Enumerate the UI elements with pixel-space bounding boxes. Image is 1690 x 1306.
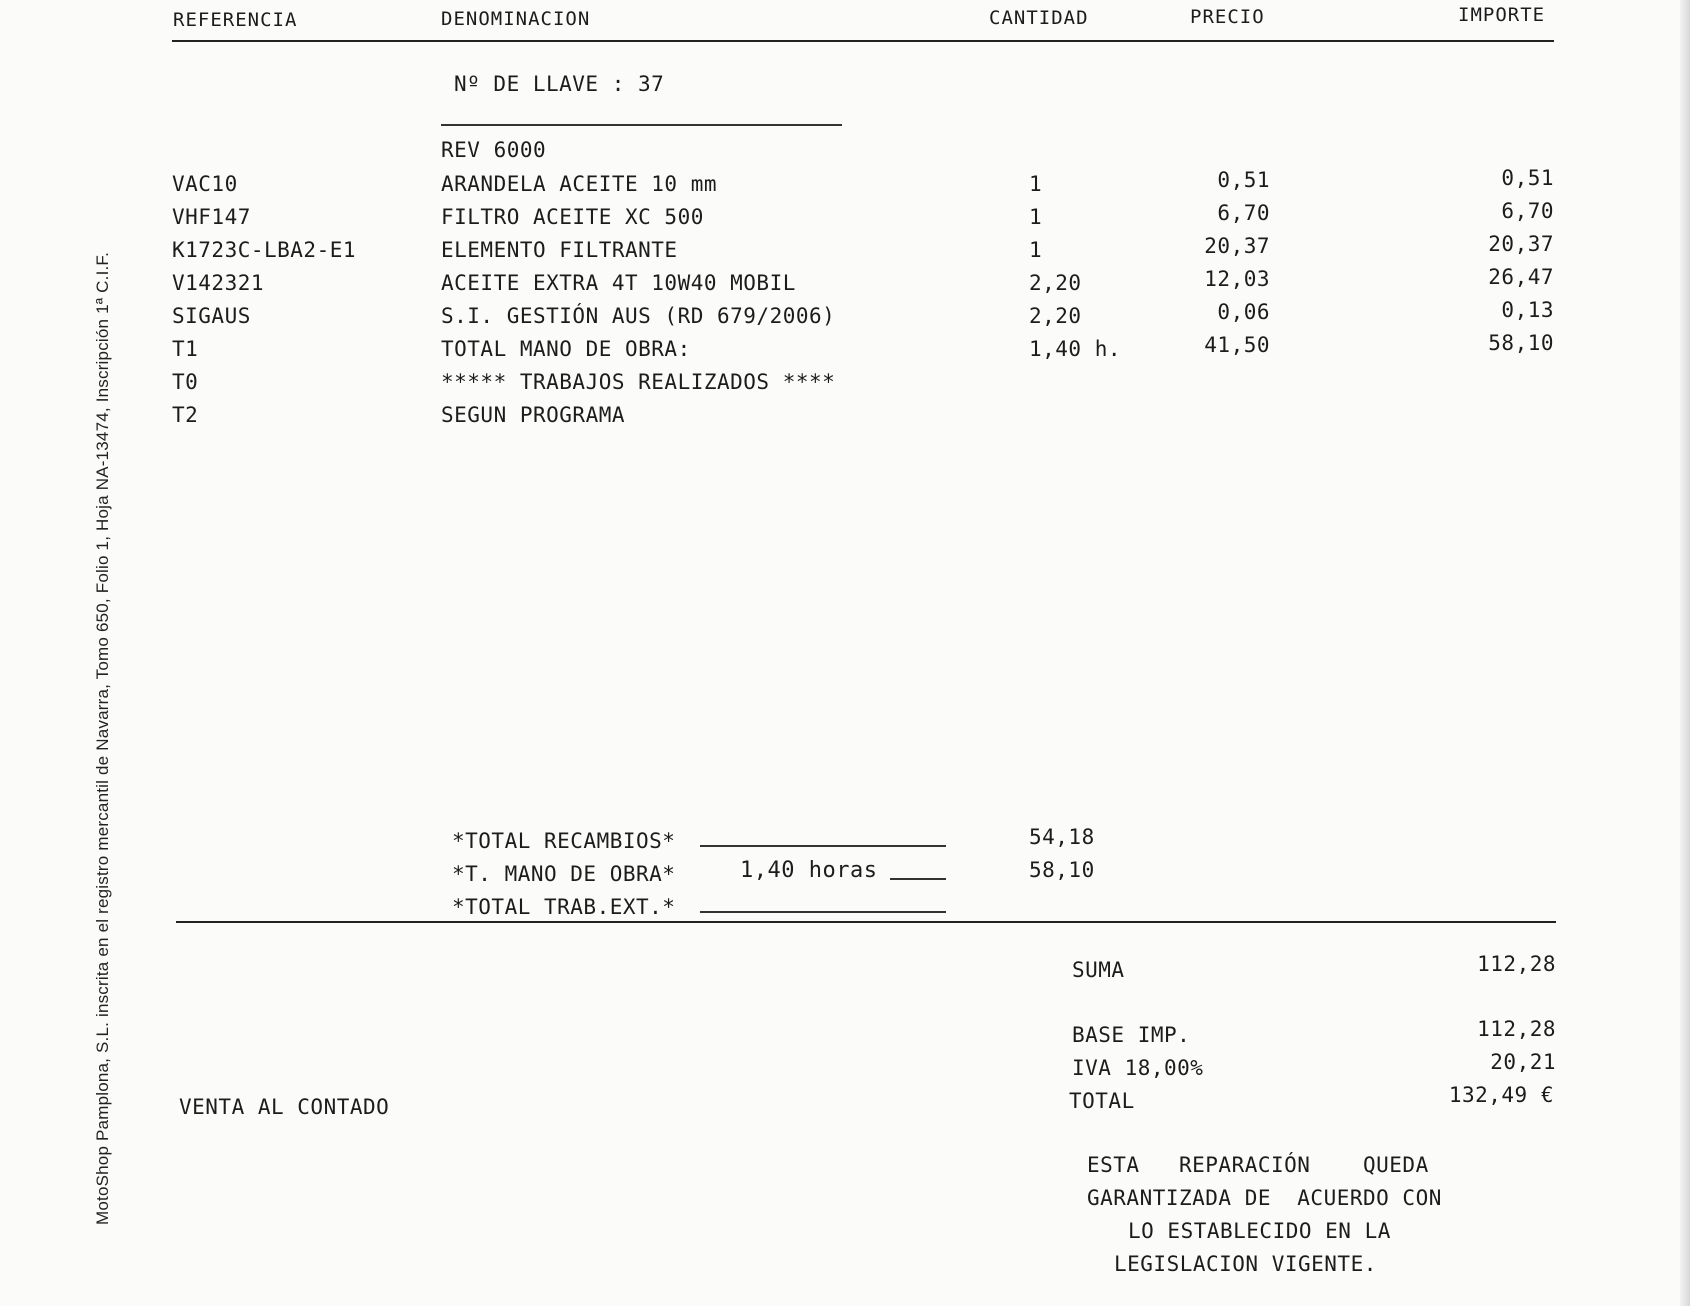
- mano-obra-value: 58,10: [1029, 858, 1095, 882]
- recambios-underline: [700, 845, 946, 847]
- header-precio: PRECIO: [1190, 6, 1265, 28]
- item-price: 0,06: [1217, 300, 1270, 324]
- table-row: [0, 166, 1690, 202]
- item-amount: 0,51: [1501, 166, 1554, 190]
- suma-value: 112,28: [1477, 952, 1556, 976]
- item-amount: 20,37: [1488, 232, 1554, 256]
- item-ref: K1723C-LBA2-E1: [172, 238, 357, 262]
- item-desc: ARANDELA ACEITE 10 mm: [441, 172, 718, 196]
- iva-label: IVA 18,00%: [1072, 1056, 1204, 1080]
- item-price: 12,03: [1204, 267, 1270, 291]
- trab-ext-label: *TOTAL TRAB.EXT.*: [452, 895, 676, 919]
- header-cantidad: CANTIDAD: [989, 7, 1089, 29]
- header-divider: [172, 40, 1554, 42]
- item-desc: FILTRO ACEITE XC 500: [441, 205, 704, 229]
- item-ref: T2: [172, 403, 199, 427]
- item-desc: ACEITE EXTRA 4T 10W40 MOBIL: [441, 271, 796, 295]
- item-price: 41,50: [1204, 333, 1270, 357]
- total-value: 132,49 €: [1448, 1083, 1554, 1107]
- item-qty: 1,40 h.: [1029, 337, 1122, 361]
- header-referencia: REFERENCIA: [173, 9, 298, 31]
- item-amount: 6,70: [1501, 199, 1554, 223]
- iva-value: 20,21: [1490, 1050, 1556, 1074]
- item-amount: 0,13: [1501, 298, 1554, 322]
- header-denominacion: DENOMINACION: [441, 8, 591, 30]
- warranty-line: GARANTIZADA DE ACUERDO CON: [1087, 1186, 1442, 1210]
- mano-obra-underline: [890, 878, 946, 880]
- table-row: [0, 232, 1690, 268]
- total-recambios-label: *TOTAL RECAMBIOS*: [452, 829, 676, 853]
- mano-obra-label: *T. MANO DE OBRA*: [452, 862, 676, 886]
- table-row: [0, 370, 1690, 400]
- item-amount: 26,47: [1488, 265, 1554, 289]
- header-importe: IMPORTE: [1458, 4, 1546, 26]
- table-row: [0, 265, 1690, 301]
- item-price: 20,37: [1204, 234, 1270, 258]
- base-imp-label: BASE IMP.: [1072, 1023, 1191, 1047]
- item-qty: 2,20: [1029, 304, 1082, 328]
- total-label: TOTAL: [1069, 1089, 1135, 1113]
- table-row: [0, 331, 1690, 367]
- table-row: [0, 403, 1690, 433]
- total-recambios-value: 54,18: [1029, 825, 1095, 849]
- item-qty: 1: [1029, 172, 1043, 196]
- base-imp-value: 112,28: [1477, 1017, 1556, 1041]
- registry-text: MotoShop Pamplona, S.L. inscrita en el registro mercantil de Navarra, Tomo 650, Folio 1, Hoja NA-13474, Inscripción 1ª C.I.F.: [93, 251, 112, 1225]
- item-price: 0,51: [1217, 168, 1270, 192]
- item-qty: 2,20: [1029, 271, 1082, 295]
- item-qty: 1: [1029, 205, 1043, 229]
- item-amount: 58,10: [1488, 331, 1554, 355]
- item-price: 6,70: [1217, 201, 1270, 225]
- item-ref: T1: [172, 337, 199, 361]
- trab-ext-underline: [700, 911, 946, 913]
- item-ref: VHF147: [172, 205, 251, 229]
- warranty-line: ESTA REPARACIÓN QUEDA: [1087, 1153, 1429, 1177]
- item-desc: ***** TRABAJOS REALIZADOS ****: [441, 370, 836, 394]
- item-ref: VAC10: [172, 172, 238, 196]
- item-desc: TOTAL MANO DE OBRA:: [441, 337, 691, 361]
- suma-label: SUMA: [1072, 958, 1125, 982]
- key-number: Nº DE LLAVE : 37: [454, 72, 665, 96]
- warranty-line: LEGISLACION VIGENTE.: [1114, 1252, 1377, 1276]
- key-underline: [441, 124, 842, 126]
- item-ref: SIGAUS: [172, 304, 251, 328]
- mano-obra-hours: 1,40 horas: [740, 858, 878, 883]
- item-desc: S.I. GESTIÓN AUS (RD 679/2006): [441, 304, 836, 328]
- rev-line: REV 6000: [441, 138, 547, 162]
- item-desc: ELEMENTO FILTRANTE: [441, 238, 678, 262]
- item-qty: 1: [1029, 238, 1043, 262]
- payment-type: VENTA AL CONTADO: [179, 1095, 390, 1119]
- table-row: [0, 199, 1690, 235]
- item-ref: V142321: [172, 271, 265, 295]
- item-ref: T0: [172, 370, 199, 394]
- table-row: [0, 298, 1690, 334]
- totals-divider: [176, 921, 1556, 923]
- item-desc: SEGUN PROGRAMA: [441, 403, 626, 427]
- warranty-line: LO ESTABLECIDO EN LA: [1128, 1219, 1391, 1243]
